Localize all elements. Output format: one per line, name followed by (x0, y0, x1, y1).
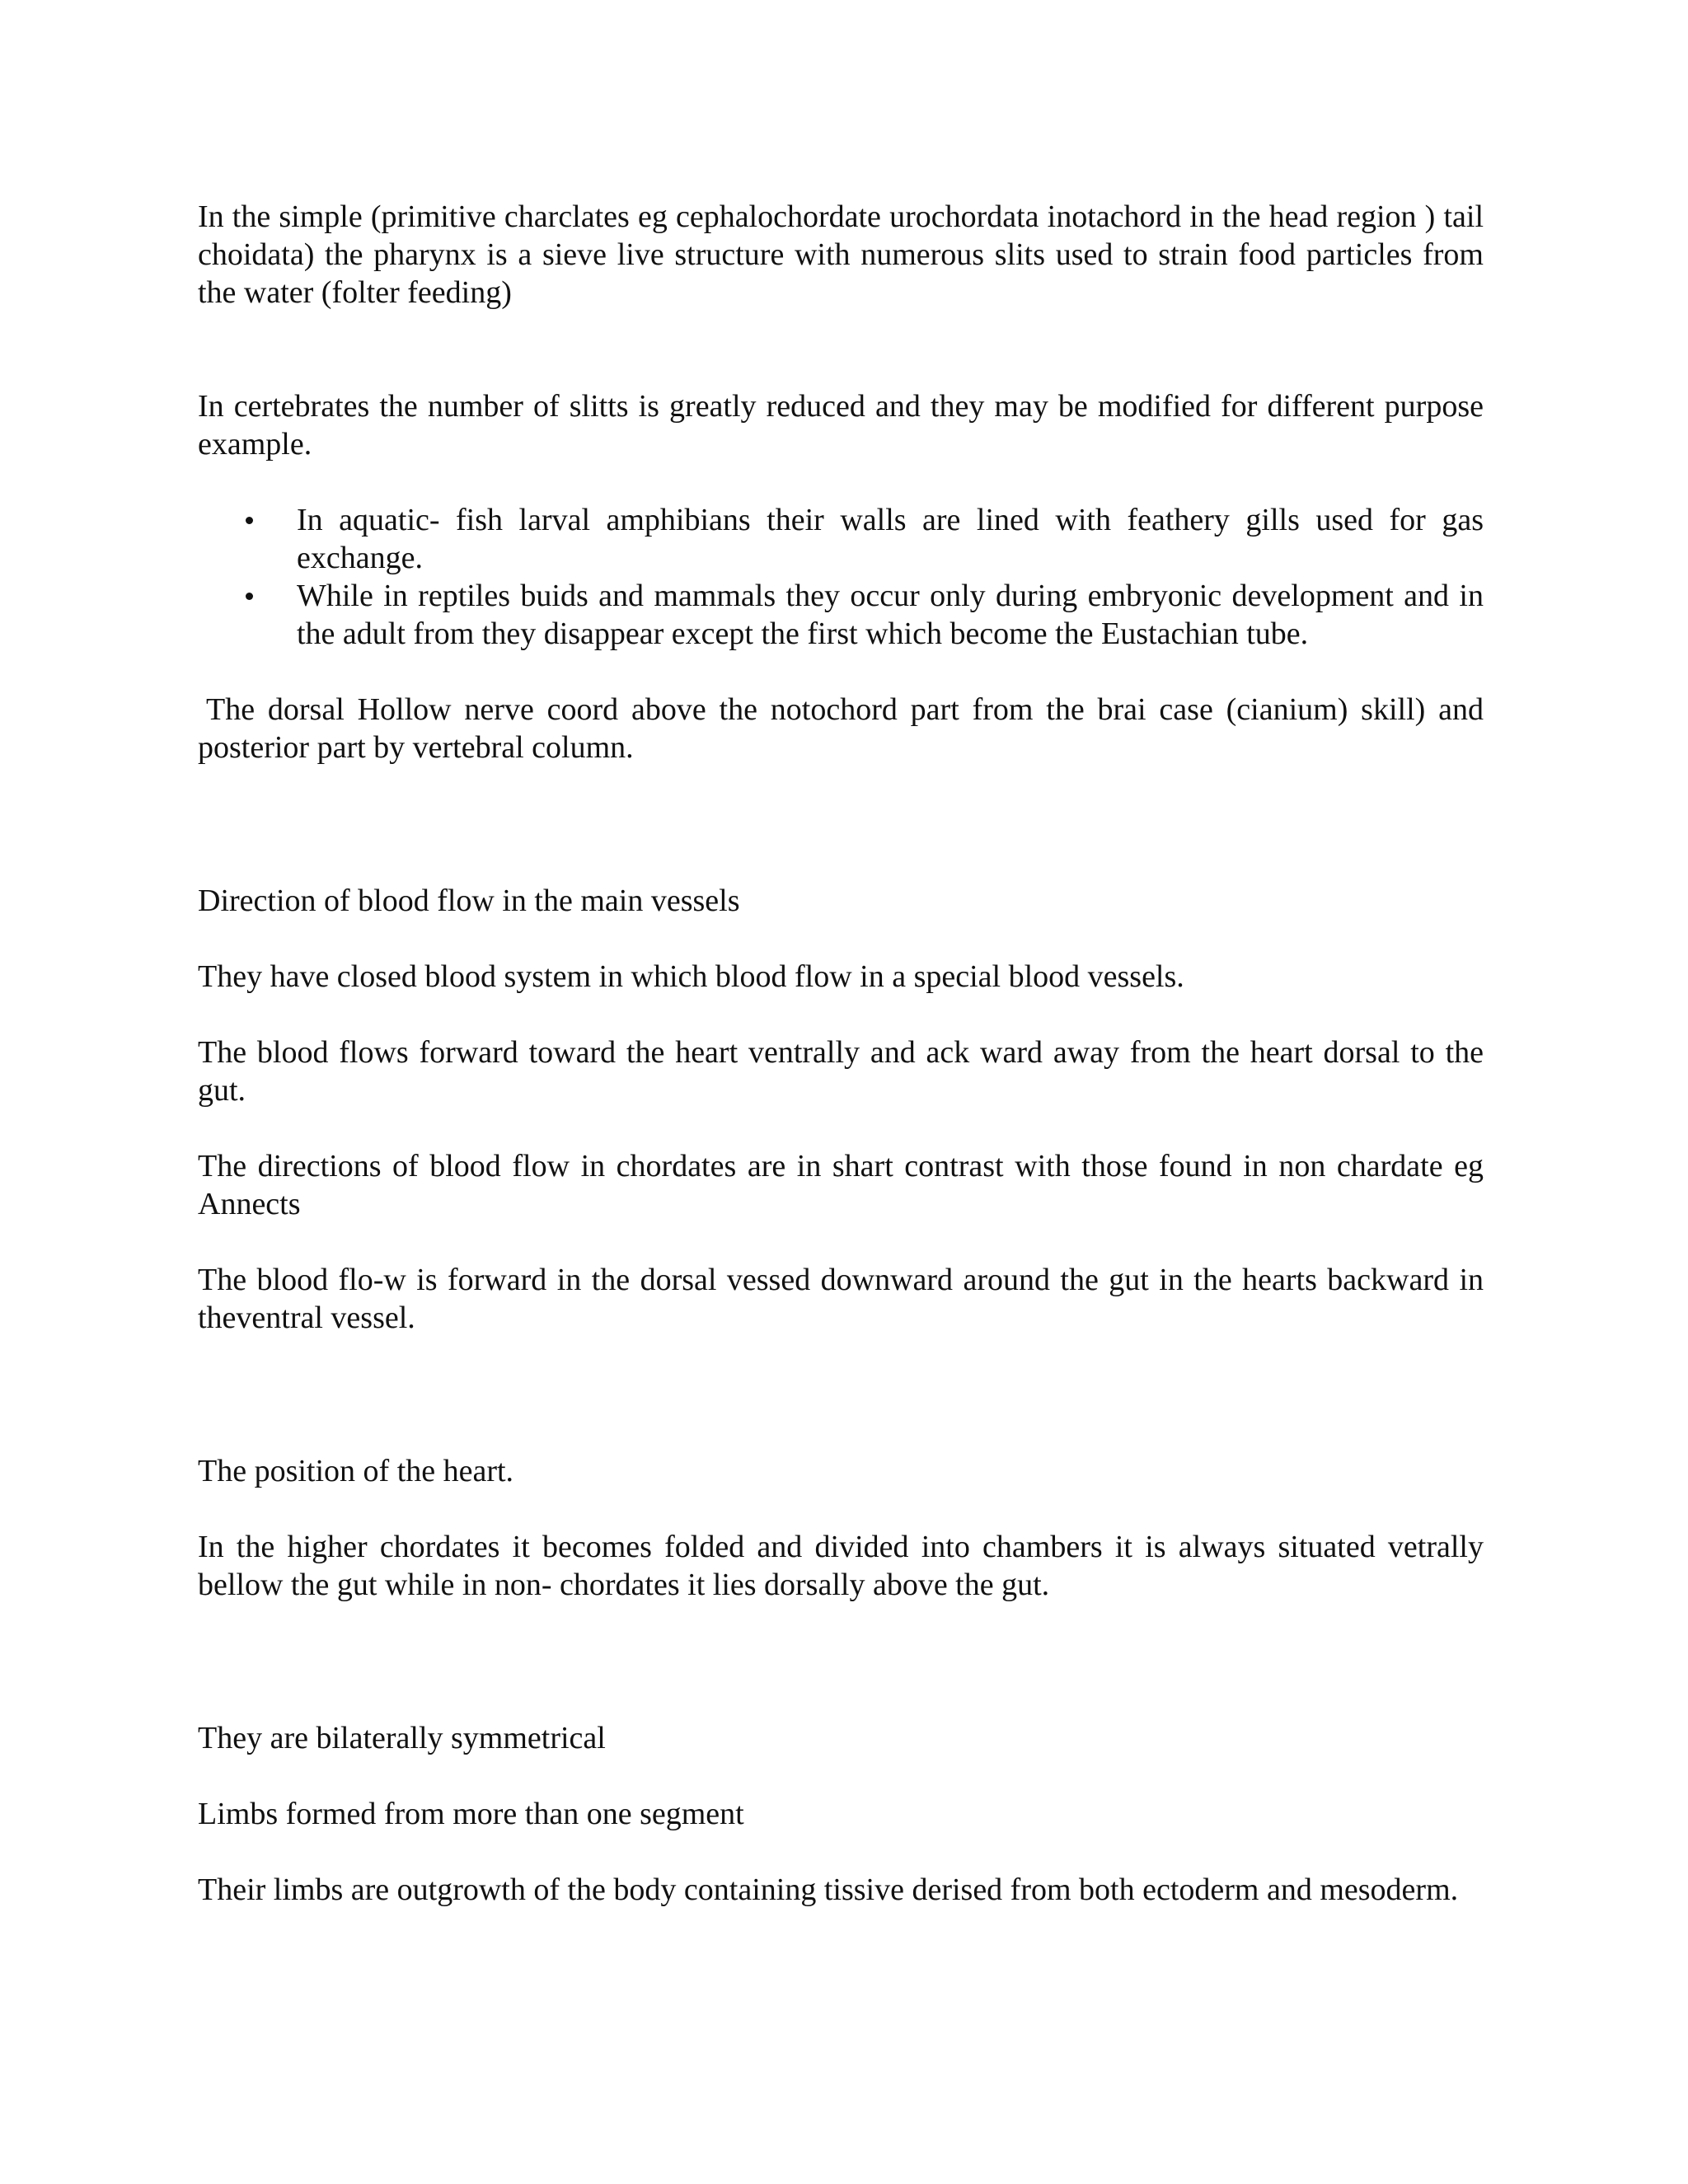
bullet-item-aquatic (198, 501, 1484, 577)
bullet-text: In aquatic- fish larval amphibians their walls are lined with feathery gills used for gas exchange. (297, 503, 1484, 575)
bullet-text: While in reptiles buids and mammals they occur only during embryonic development and in the adult from they disappear except the first which become the Eustachian tube. (297, 579, 1484, 651)
bullet-item-reptiles (198, 577, 1484, 653)
bullet-icon (246, 593, 253, 600)
paragraph-blood-flow-dorsal-vessel: The blood flo-w is forward in the dorsal vessed downward around the gut in the hearts backward in theventral vessel. (198, 1263, 1484, 1335)
paragraph-limbs-outgrowth: Their limbs are outgrowth of the body containing tissive derised from both ectoderm and mesoderm. (198, 1872, 1459, 1907)
heading-heart-position: The position of the heart. (198, 1454, 514, 1488)
heading-blood-flow-direction: Direction of blood flow in the main vessels (198, 883, 740, 918)
paragraph-dorsal-nerve-cord: The dorsal Hollow nerve coord above the notochord part from the brai case (cianium) skill) and posterior part by vertebral column. (198, 692, 1484, 765)
paragraph-higher-chordates-heart: In the higher chordates it becomes folded and divided into chambers it is always situated vetrally bellow the gut while in non- chordates it lies dorsally above the gut. (198, 1530, 1484, 1602)
bullet-list (198, 501, 1484, 653)
bullet-icon (246, 517, 253, 524)
paragraph-limbs-segments: Limbs formed from more than one segment (198, 1797, 744, 1831)
paragraph-bilateral-symmetry: They are bilaterally symmetrical (198, 1721, 606, 1755)
paragraph-closed-blood-system: They have closed blood system in which blood flow in a special blood vessels. (198, 959, 1184, 994)
paragraph-pharynx-primitive: In the simple (primitive charclates eg cephalochordate urochordata inotachord in the head region ) tail choidata) the pharynx is a sieve live structure with numerous slits used to strain food particles from the water (folter feeding) (198, 199, 1484, 310)
paragraph-slits-reduced: In certebrates the number of slitts is greatly reduced and they may be modified for different purpose example. (198, 389, 1484, 462)
paragraph-blood-flows-forward: The blood flows forward toward the heart ventrally and ack ward away from the heart dorsal to the gut. (198, 1035, 1484, 1108)
paragraph-blood-flow-contrast: The directions of blood flow in chordates are in shart contrast with those found in non chardate eg Annects (198, 1149, 1484, 1221)
